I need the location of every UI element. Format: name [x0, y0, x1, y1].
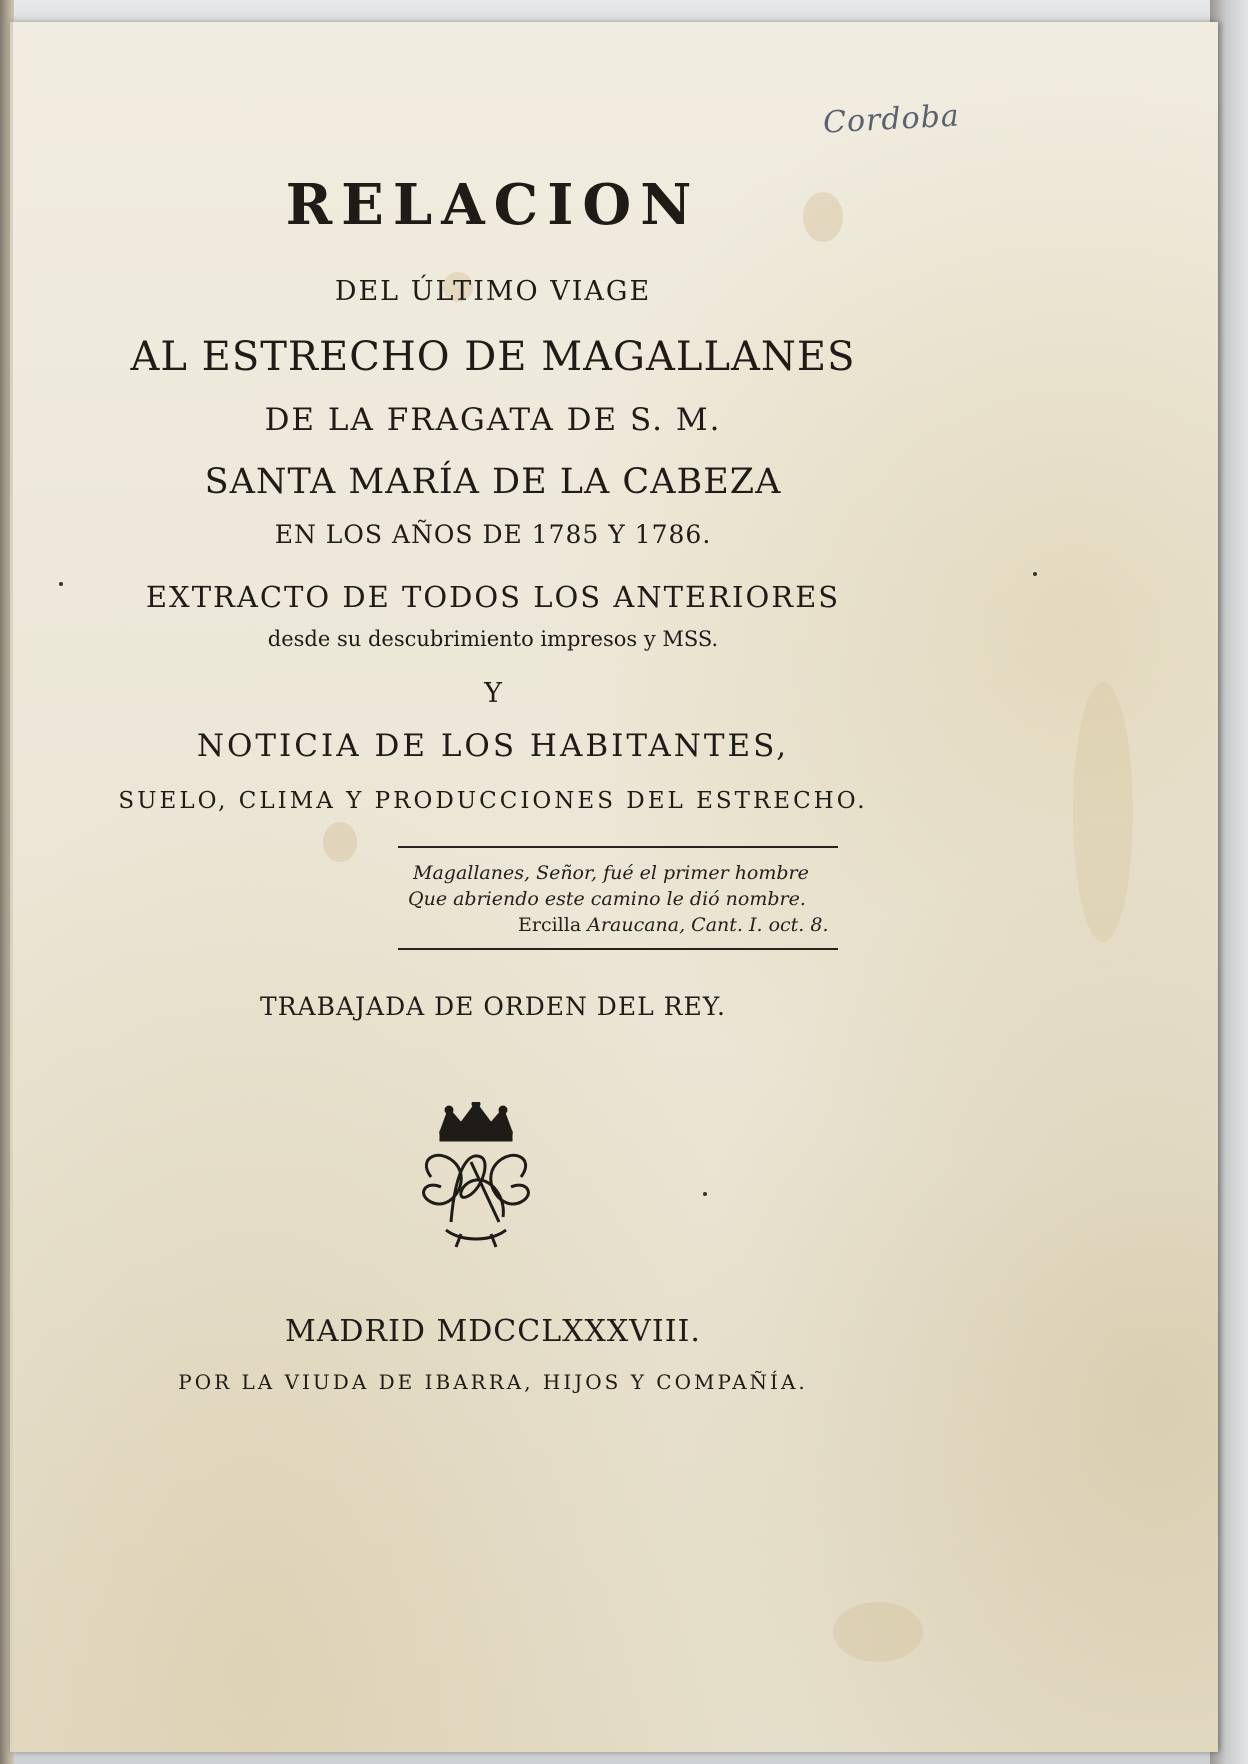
- epigraph-work: Araucana, Cant. I. oct. 8.: [587, 914, 829, 936]
- order-line: TRABAJADA DE ORDEN DEL REY.: [260, 992, 726, 1021]
- epigraph-rule-bottom: [398, 948, 838, 950]
- book-title: RELACION: [285, 172, 701, 238]
- foxing-stain: [1073, 682, 1133, 942]
- foxing-stain: [833, 1602, 923, 1662]
- ink-fleck: [1033, 572, 1037, 576]
- subtitle-line-2: AL ESTRECHO DE MAGALLANES: [130, 334, 856, 380]
- royal-monogram-emblem-icon: [411, 1102, 541, 1252]
- epigraph-line-2: Que abriendo este camino le dió nombre.: [408, 888, 806, 910]
- imprint-place-date: MADRID MDCCLXXXVIII.: [285, 1314, 701, 1349]
- subtitle-line-10: SUELO, CLIMA Y PRODUCCIONES DEL ESTRECHO.: [118, 788, 868, 814]
- subtitle-line-9: NOTICIA DE LOS HABITANTES,: [196, 728, 790, 764]
- imprint-printer: POR LA VIUDA DE IBARRA, HIJOS Y COMPAÑÍA.: [178, 1370, 808, 1394]
- subtitle-line-3: DE LA FRAGATA DE S. M.: [264, 402, 722, 438]
- subtitle-line-7: desde su descubrimiento impresos y MSS.: [267, 627, 719, 651]
- subtitle-line-1: DEL ÚLTIMO VIAGE: [334, 276, 652, 307]
- subtitle-line-4: SANTA MARÍA DE LA CABEZA: [204, 462, 782, 502]
- epigraph-author: Ercilla: [518, 914, 582, 936]
- foxing-stain: [323, 822, 357, 862]
- subtitle-line-6: EXTRACTO DE TODOS LOS ANTERIORES: [145, 580, 841, 614]
- subtitle-line-5: EN LOS AÑOS DE 1785 Y 1786.: [274, 520, 712, 549]
- ink-fleck: [703, 1192, 707, 1196]
- title-page: [10, 22, 1218, 1752]
- subtitle-line-8: Y: [484, 678, 502, 709]
- epigraph-line-1: Magallanes, Señor, fué el primer hombre: [413, 862, 809, 884]
- epigraph-rule-top: [398, 846, 838, 848]
- handwritten-note: Cordoba: [822, 98, 961, 141]
- epigraph-attribution: [518, 914, 829, 936]
